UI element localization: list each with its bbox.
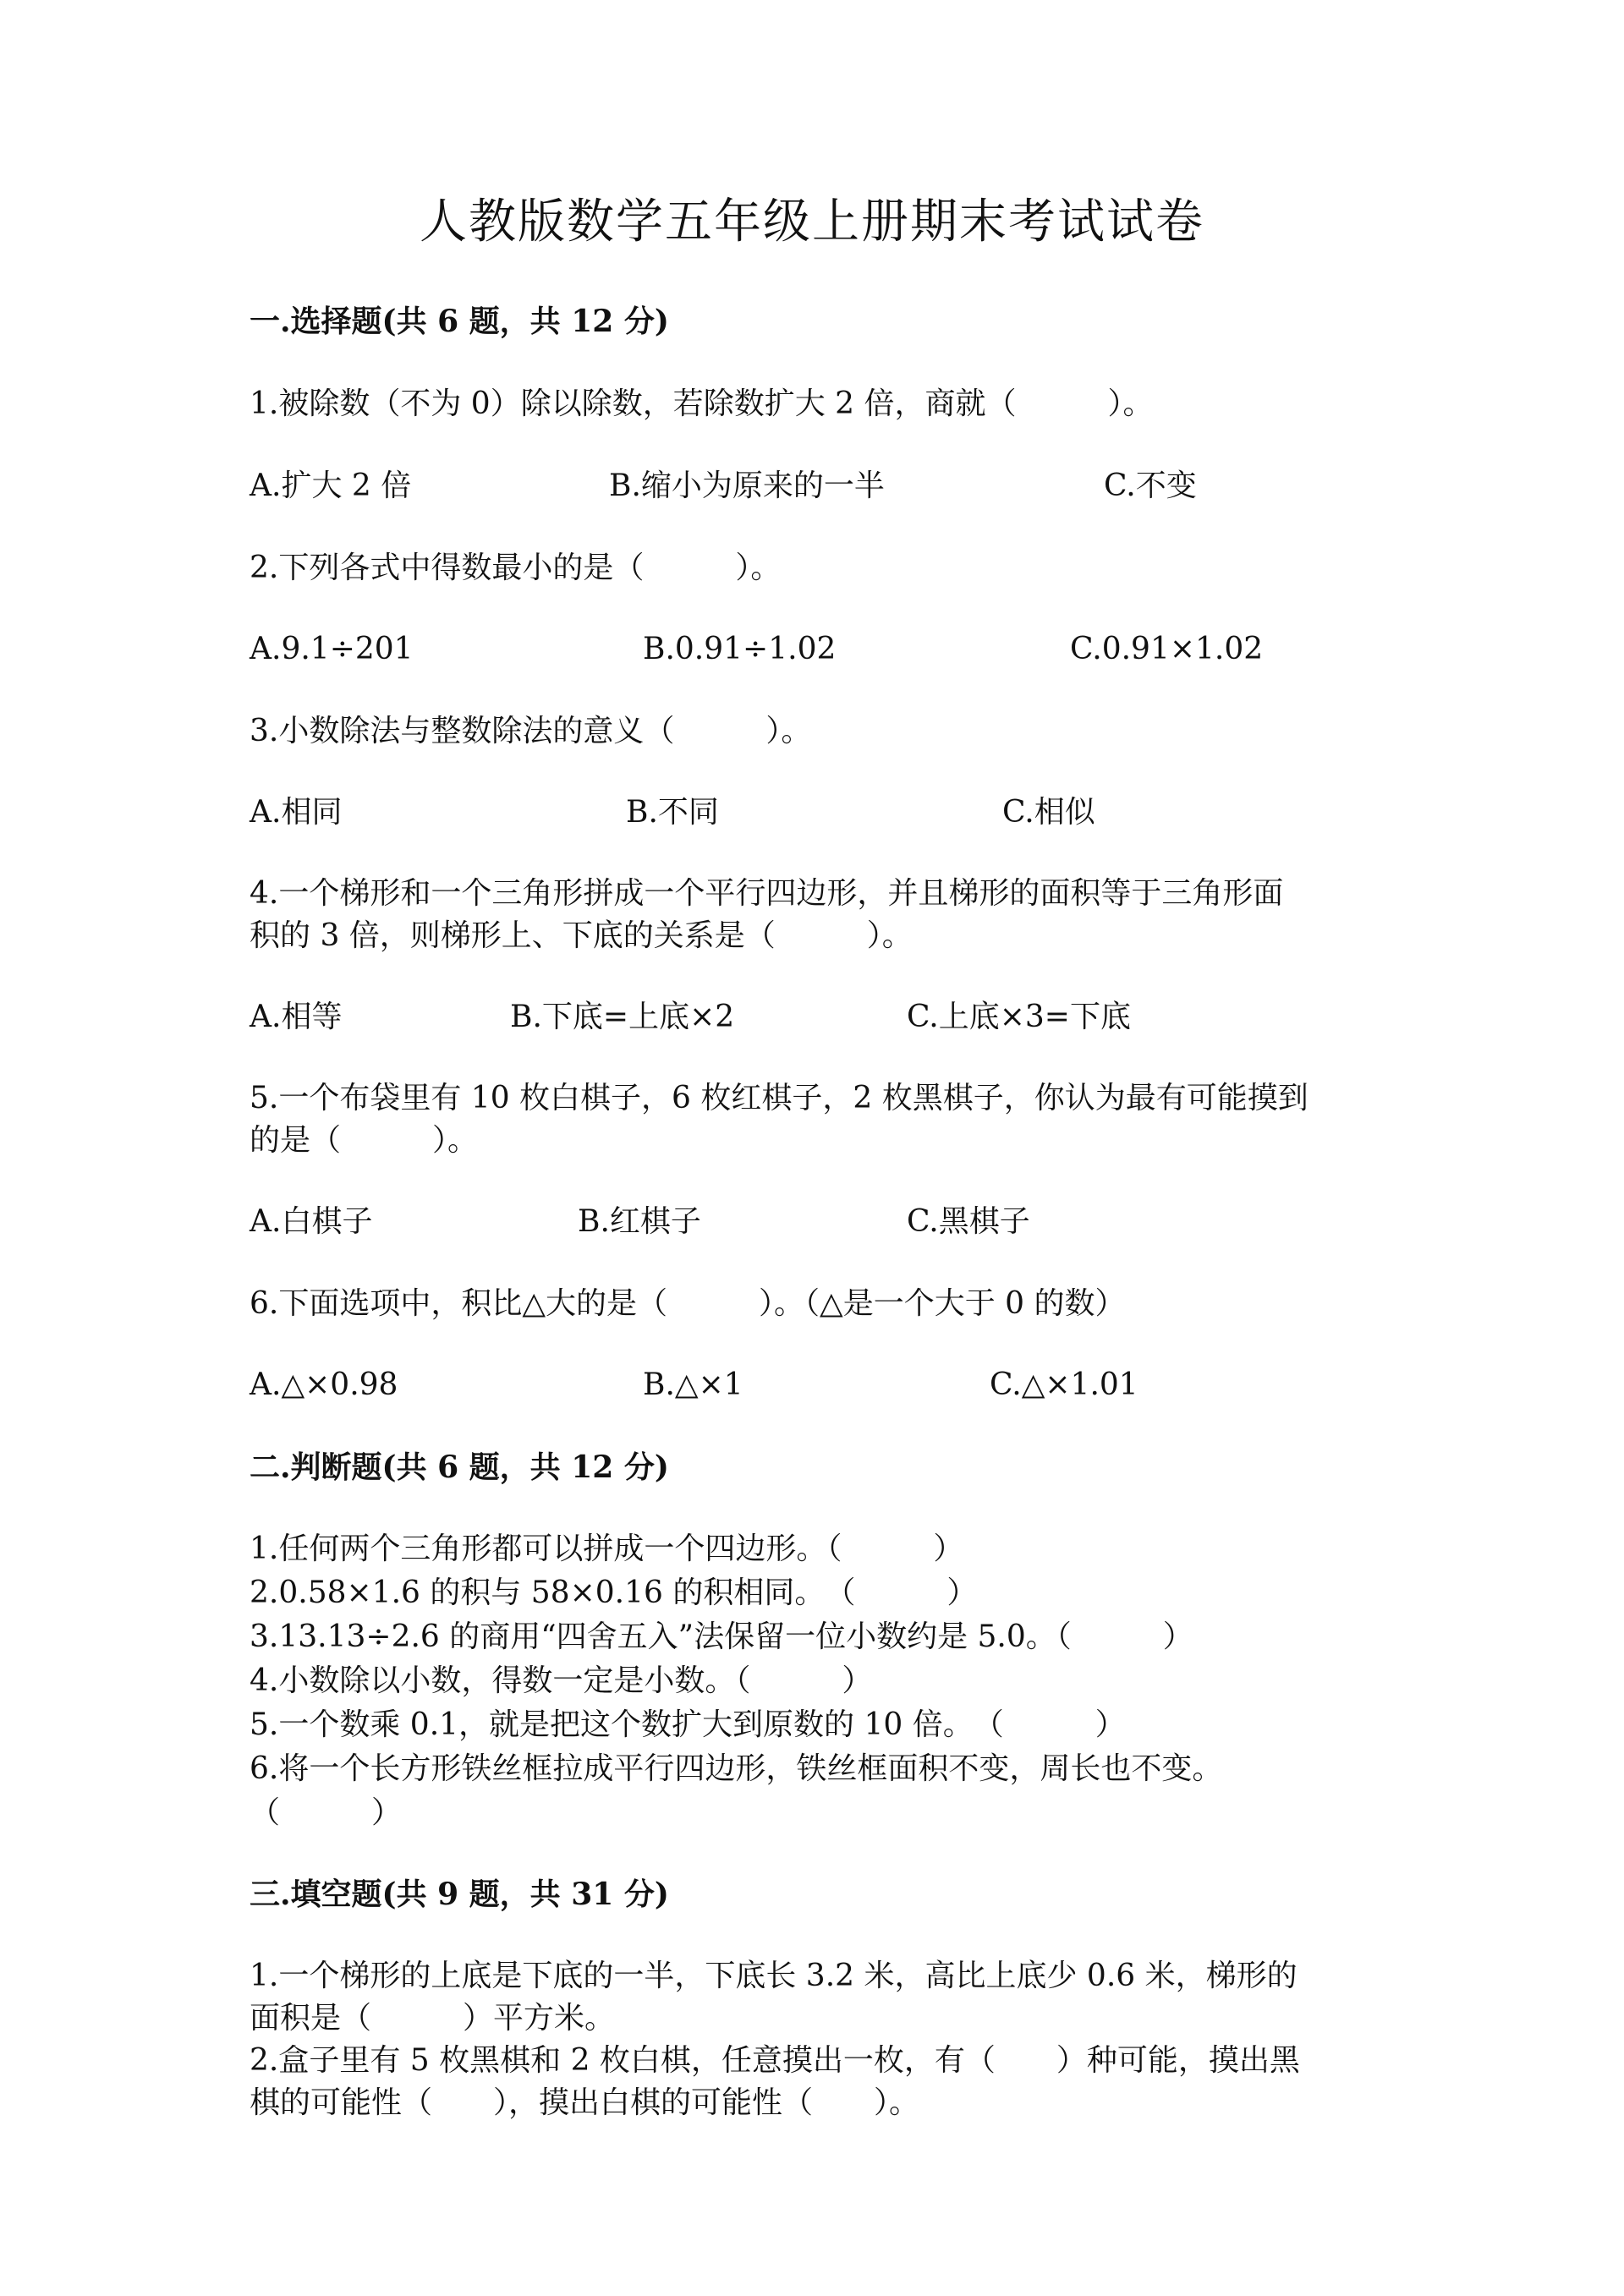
question-1-option-a: A.扩大 2 倍 (250, 469, 412, 503)
judgement-line-3: 3.13.13÷2.6 的商用“四舍五入”法保留一位小数约是 5.0。（ ） (250, 1619, 1193, 1654)
question-3-option-c: C.相似 (1002, 795, 1095, 830)
question-5-option-a: A.白棋子 (250, 1204, 373, 1239)
judgement-line-2: 2.0.58×1.6 的积与 58×0.16 的积相同。 （ ） (250, 1575, 978, 1610)
question-4-stem-line-2: 积的 3 倍，则梯形上、下底的关系是（ ）。 (250, 918, 913, 953)
fill-in-line-3: 2.盒子里有 5 枚黑棋和 2 枚白棋，任意摸出一枚，有（ ）种可能，摸出黑 (250, 2043, 1300, 2078)
section-heading-judgement: 二.判断题(共 6 题，共 12 分) (250, 1449, 669, 1485)
judgement-line-4: 4.小数除以小数，得数一定是小数。（ ） (250, 1663, 873, 1698)
fill-in-line-2: 面积是（ ）平方米。 (250, 2001, 616, 2036)
question-6-option-b: B.△×1 (643, 1367, 743, 1402)
question-5-option-b: B.红棋子 (578, 1204, 701, 1239)
question-6-stem: 6.下面选项中，积比△大的是（ ）。（△是一个大于 0 的数） (250, 1286, 1126, 1321)
question-5-stem-line-2: 的是（ ）。 (250, 1123, 479, 1158)
question-2-option-a: A.9.1÷201 (250, 632, 414, 666)
judgement-line-1: 1.任何两个三角形都可以拼成一个四边形。（ ） (250, 1532, 964, 1566)
judgement-line-6: 6.将一个长方形铁丝框拉成平行四边形，铁丝框面积不变，周长也不变。 (250, 1751, 1223, 1786)
question-1-option-c: C.不变 (1104, 469, 1197, 503)
question-4-option-a: A.相等 (250, 1000, 343, 1034)
question-5-option-c: C.黑棋子 (907, 1204, 1030, 1239)
section-heading-fill-in: 三.填空题(共 9 题，共 31 分) (250, 1877, 669, 1912)
question-1-option-b: B.缩小为原来的一半 (609, 469, 885, 503)
question-4-option-b: B.下底=上底×2 (510, 1000, 735, 1034)
judgement-line-5: 5.一个数乘 0.1，就是把这个数扩大到原数的 10 倍。 （ ） (250, 1707, 1126, 1742)
question-2-option-c: C.0.91×1.02 (1070, 632, 1264, 666)
section-heading-choice: 一.选择题(共 6 题，共 12 分) (250, 304, 669, 339)
question-6-option-a: A.△×0.98 (250, 1367, 398, 1402)
question-2-stem: 2.下列各式中得数最小的是（ ）。 (250, 551, 782, 585)
page-title: 人教版数学五年级上册期末考试试卷 (420, 195, 1204, 249)
fill-in-line-1: 1.一个梯形的上底是下底的一半，下底长 3.2 米，高比上底少 0.6 米，梯形的 (250, 1959, 1298, 1993)
question-3-option-a: A.相同 (250, 795, 343, 830)
question-2-option-b: B.0.91÷1.02 (643, 632, 837, 666)
question-6-option-c: C.△×1.01 (990, 1367, 1138, 1402)
question-1-stem: 1.被除数（不为 0）除以除数，若除数扩大 2 倍，商就（ ）。 (250, 386, 1154, 421)
question-4-option-c: C.上底×3=下底 (907, 1000, 1131, 1034)
question-5-stem-line-1: 5.一个布袋里有 10 枚白棋子，6 枚红棋子，2 枚黑棋子，你认为最有可能摸到 (250, 1081, 1309, 1115)
fill-in-line-4: 棋的可能性（ ），摸出白棋的可能性（ ）。 (250, 2085, 920, 2120)
question-3-option-b: B.不同 (626, 795, 719, 830)
question-3-stem: 3.小数除法与整数除法的意义（ ）。 (250, 714, 812, 748)
question-4-stem-line-1: 4.一个梯形和一个三角形拼成一个平行四边形，并且梯形的面积等于三角形面 (250, 876, 1284, 911)
judgement-line-6-blank: （ ） (250, 1795, 403, 1830)
